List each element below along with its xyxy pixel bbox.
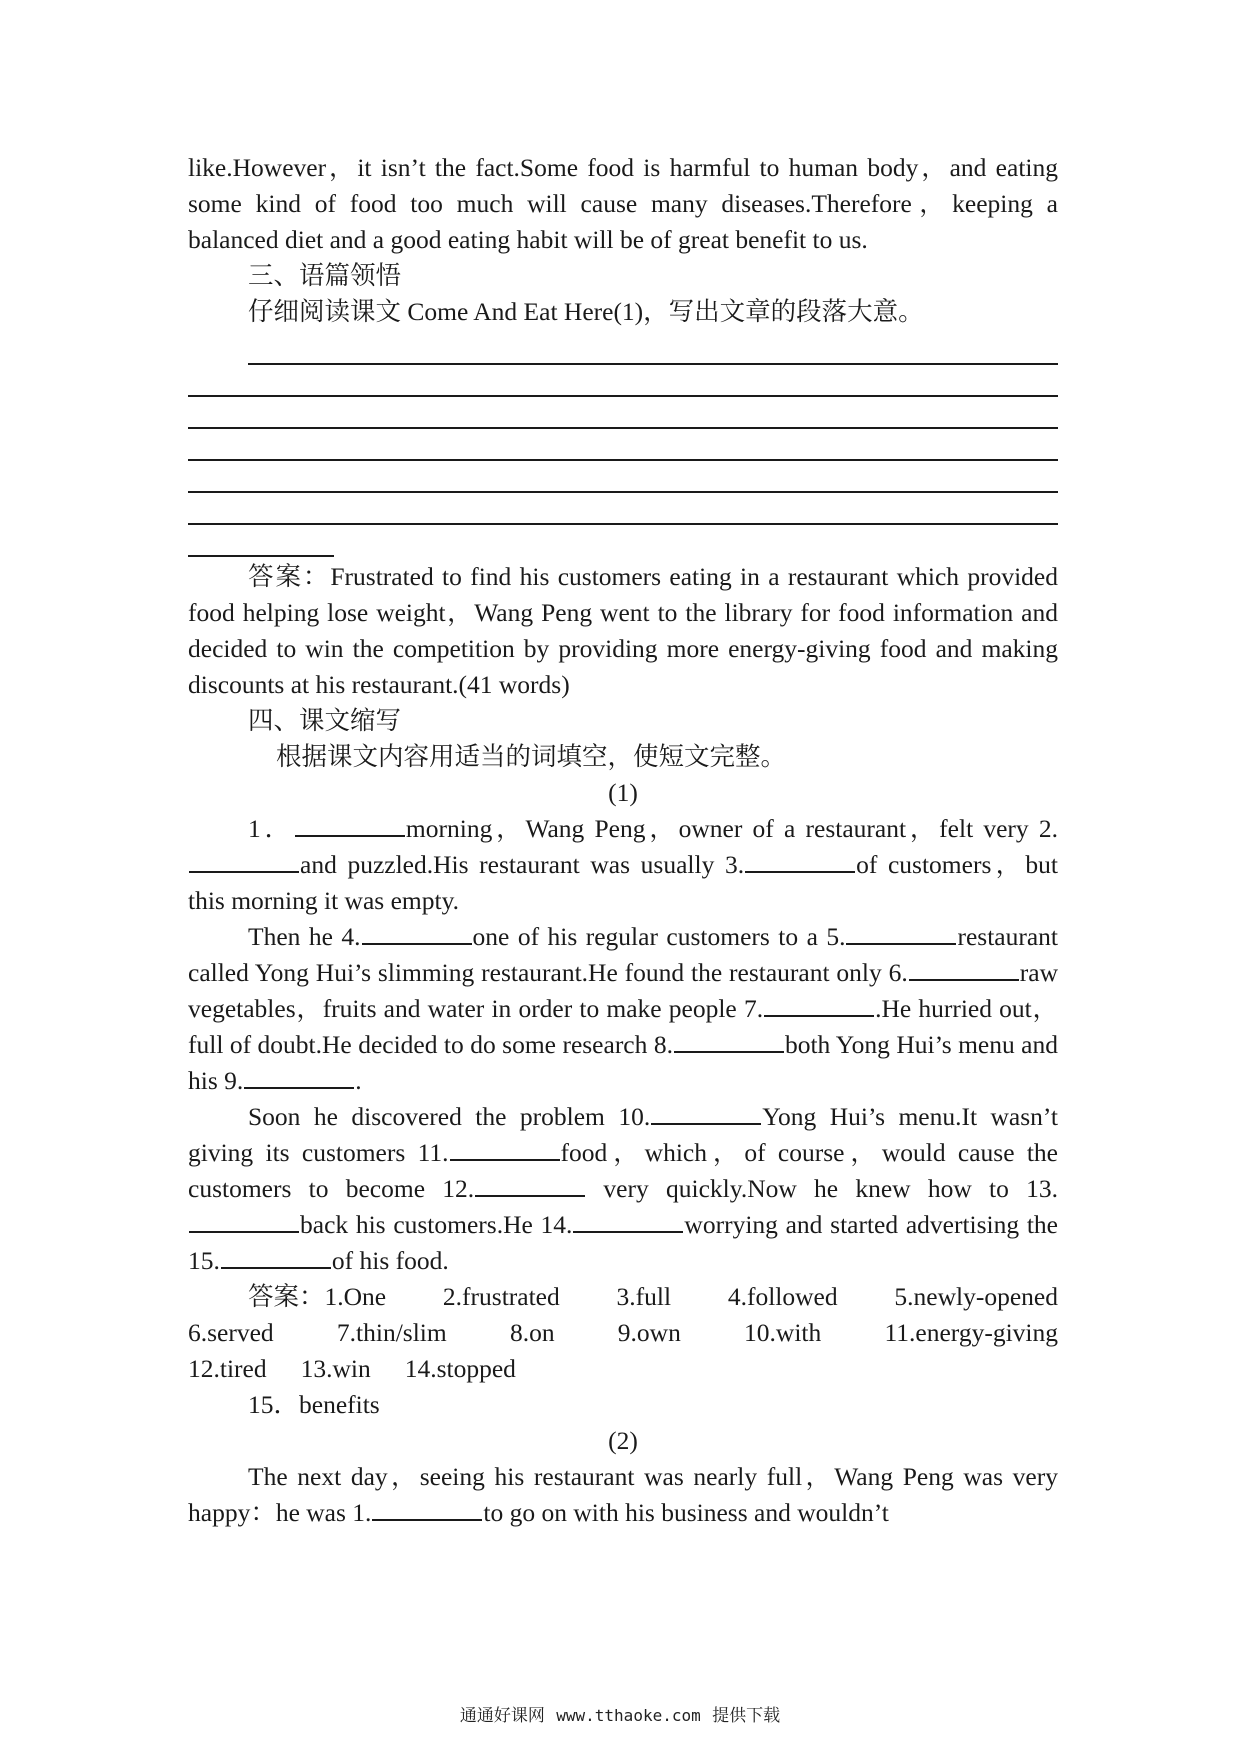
blank-8[interactable] [674, 1029, 784, 1053]
text: . [355, 1066, 362, 1095]
answer-item: 1.One [324, 1282, 387, 1311]
text: morning，Wang Peng，owner of a restaurant，felt very [405, 814, 1029, 843]
section-4-heading: 四、课文缩写 [248, 706, 402, 735]
blank-number: 5. [826, 922, 846, 951]
footer-site-name: 通通好课网 [459, 1706, 545, 1726]
blank-number: 7. [743, 994, 764, 1023]
page-content [188, 150, 1058, 1531]
page-footer [0, 1704, 1240, 1728]
section-4-instruction: 根据课文内容用适当的词填空，使短文完整。 [276, 742, 787, 771]
text: Then he [248, 922, 333, 951]
blank-number: 11. [417, 1138, 449, 1167]
answer-line[interactable] [188, 429, 1058, 461]
answer-item: 7.thin/slim [336, 1318, 447, 1347]
answer-line[interactable] [188, 525, 334, 557]
cloze-paragraph-1 [188, 811, 1058, 919]
blank-number: 3. [724, 850, 745, 879]
blank-10[interactable] [651, 1101, 761, 1125]
answer-item: 15．benefits [248, 1390, 380, 1419]
blank-1[interactable] [295, 813, 405, 837]
cloze-paragraph-2 [188, 919, 1058, 1099]
text: to go on with his business and wouldn’t [483, 1498, 889, 1527]
answer-text: Frustrated to find his customers eating in a restaurant which provided food helping lose weight，Wang Peng went to the library for food information and decided to win the competition by providing more energy-giving food and making discounts at his restaurant.(41 words) [188, 562, 1058, 699]
blank-3[interactable] [745, 849, 855, 873]
answer-item: 6.served [188, 1318, 274, 1347]
answer-item: 3.full [616, 1282, 672, 1311]
cloze-paragraph-4 [188, 1459, 1058, 1531]
footer-url[interactable]: www.tthaoke.com [556, 1706, 701, 1725]
answer-label: 答案： [248, 562, 331, 591]
text: food，which，of course，would cause the customers to become [188, 1138, 1058, 1203]
blank-p2-1[interactable] [372, 1497, 482, 1521]
answer-line[interactable] [188, 493, 1058, 525]
answer-line[interactable] [188, 365, 1058, 397]
answers-item [248, 1279, 386, 1315]
cloze-answers [188, 1279, 1058, 1423]
blank-12[interactable] [475, 1173, 585, 1197]
text: Yong Hui’s menu.It wasn’t giving its customers [188, 1102, 1059, 1167]
answer-item: 12.tired [188, 1354, 267, 1383]
blank-number: 1． [248, 814, 294, 843]
answers-label: 答案： [248, 1282, 325, 1311]
blank-9[interactable] [244, 1065, 354, 1089]
answer-line[interactable] [188, 461, 1058, 493]
section-3-answer [188, 559, 1058, 703]
answer-item: 2.frustrated [442, 1282, 560, 1311]
answer-item: 8.on [509, 1318, 555, 1347]
section-3-instruction: 仔细阅读课文 Come And Eat Here(1)，写出文章的段落大意。 [248, 297, 924, 326]
answer-item: 14.stopped [404, 1354, 516, 1383]
answer-item: 13.win [300, 1354, 371, 1383]
answer-line[interactable] [248, 330, 1058, 365]
answer-item: 4.followed [727, 1282, 838, 1311]
text: back his customers.He [300, 1210, 533, 1239]
answers-row [188, 1315, 1058, 1351]
blank-number: 6. [888, 958, 908, 987]
text: both Yong Hui’s menu and his [188, 1030, 1059, 1095]
answer-line[interactable] [188, 397, 1058, 429]
text: and puzzled.His restaurant was usually [300, 850, 715, 879]
text: of customers，but this morning it was empty. [188, 850, 1058, 915]
blank-7[interactable] [764, 993, 874, 1017]
blank-number: 2. [1038, 814, 1058, 843]
text: raw vegetables，fruits and water in order to make people [188, 958, 1059, 1023]
blank-number: 12. [442, 1174, 475, 1203]
blank-number: 13. [1026, 1174, 1058, 1203]
footer-download-text: 提供下载 [712, 1706, 781, 1726]
cloze-paragraph-3 [188, 1099, 1058, 1279]
answers-row [188, 1351, 1058, 1387]
answers-row [188, 1279, 1058, 1315]
part-1-label: (1) [608, 778, 638, 807]
text: worrying and started advertising the [684, 1210, 1059, 1239]
text: Soon he discovered the problem [248, 1102, 605, 1131]
answer-lines[interactable] [188, 330, 1058, 557]
answer-item: 9.own [617, 1318, 681, 1347]
intro-paragraph: like.However，it isn’t the fact.Some food is harmful to human body，and eating some kind of food too much will cause many diseases.Therefore，keeping a balanced diet and a good eating habit will be of great benefit to us. [188, 153, 1058, 254]
answer-item: 10.with [744, 1318, 822, 1347]
blank-6[interactable] [909, 957, 1019, 981]
blank-number: 9. [224, 1066, 244, 1095]
section-3-heading: 三、语篇领悟 [248, 261, 402, 290]
blank-15[interactable] [221, 1245, 331, 1269]
text: The next day，seeing his restaurant was nearly full，Wang Peng was very happy：he was [188, 1462, 1058, 1527]
answer-item: 5.newly-opened [894, 1282, 1058, 1311]
answer-item: 11.energy-giving [884, 1318, 1058, 1347]
blank-number: 4. [341, 922, 361, 951]
blank-5[interactable] [846, 921, 956, 945]
blank-14[interactable] [573, 1209, 683, 1233]
blank-11[interactable] [450, 1137, 560, 1161]
blank-4[interactable] [362, 921, 472, 945]
text: very quickly.Now he knew how to [586, 1174, 1009, 1203]
text: restaurant called Yong Hui’s slimming restaurant.He found the restaurant only [188, 922, 1059, 987]
text: one of his regular customers to a [472, 922, 818, 951]
blank-number: 8. [653, 1030, 673, 1059]
blank-number: 14. [540, 1210, 573, 1239]
text: of his food. [331, 1246, 449, 1275]
blank-2[interactable] [189, 849, 299, 873]
blank-number: 1. [352, 1498, 372, 1527]
blank-13[interactable] [189, 1209, 299, 1233]
text: .He hurried out，full of doubt.He decided to do some research [188, 994, 1059, 1059]
answers-row [188, 1387, 1058, 1423]
part-2-label: (2) [608, 1426, 638, 1455]
blank-number: 15. [188, 1246, 220, 1275]
blank-number: 10. [618, 1102, 651, 1131]
